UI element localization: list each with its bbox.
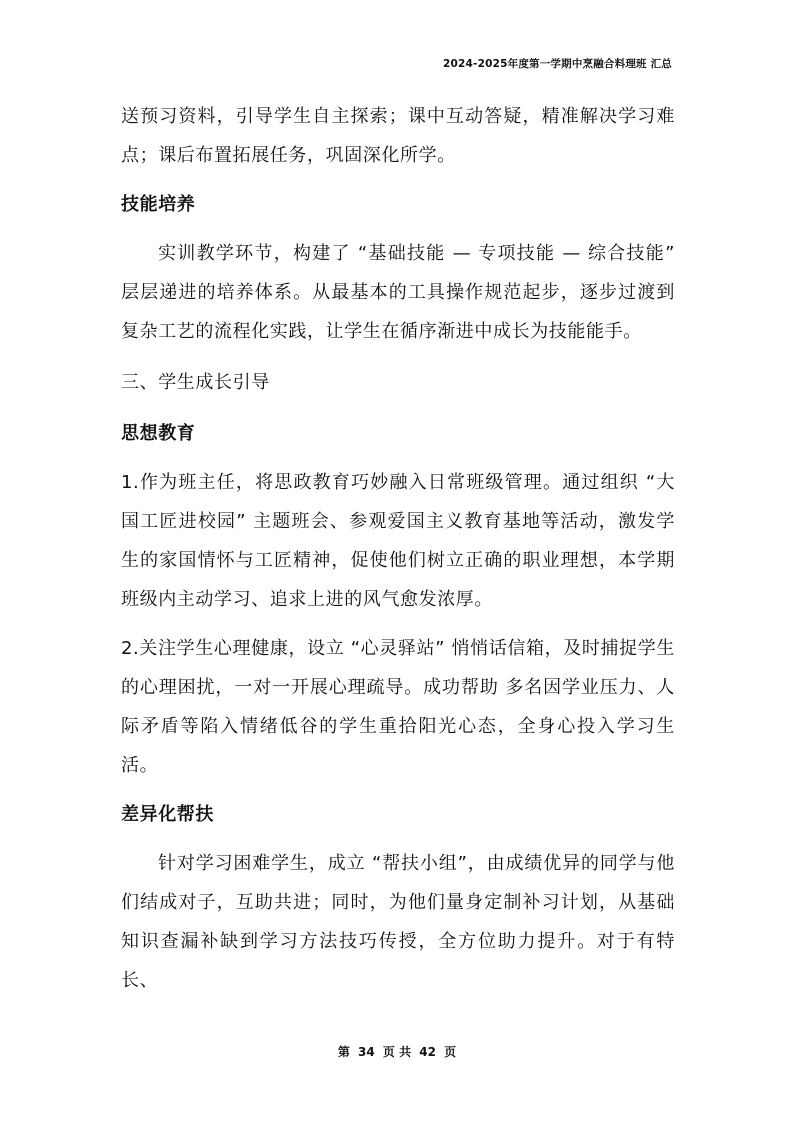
- skills-paragraph: 实训教学环节，构建了 “基础技能 — 专项技能 — 综合技能” 层层递进的培养体系。从最基本的工具操作规范起步，逐步过渡到复杂工艺的流程化实践，让学生在循序渐进中成长为技能能手。: [121, 243, 675, 342]
- ideology-paragraph-1: 1.作为班主任，将思政教育巧妙融入日常班级管理。通过组织 “大国工匠进校园” 主题班会、参观爱国主义教育基地等活动，激发学生的家国情怀与工匠精神，促使他们树立正确的职业理想，本学期班级内主动学习、追求上进的风气愈发浓厚。: [121, 472, 675, 610]
- spacer: [121, 453, 675, 463]
- footer-prefix: 第: [337, 1045, 350, 1059]
- heading-differentiated-support: 差异化帮扶: [121, 804, 214, 825]
- footer-suffix: 页: [444, 1045, 457, 1059]
- spacer: [121, 402, 675, 414]
- footer-middle: 页 共: [382, 1045, 412, 1059]
- section-title-student-growth: 三、学生成长引导: [121, 372, 270, 393]
- document-body: [121, 97, 675, 1000]
- spacer: [121, 175, 675, 185]
- footer-page-number: 34: [358, 1045, 375, 1059]
- spacer: [121, 834, 675, 844]
- spacer: [121, 619, 675, 629]
- spacer: [121, 351, 675, 363]
- heading-skills: 技能培养: [121, 194, 196, 215]
- footer-total-pages: 42: [419, 1045, 436, 1059]
- intro-paragraph: 送预习资料，引导学生自主探索；课中互动答疑，精准解决学习难点；课后布置拓展任务，巩固深化所学。: [121, 106, 675, 166]
- page-footer: [0, 1043, 794, 1060]
- spacer: [121, 224, 675, 234]
- ideology-paragraph-2: 2.关注学生心理健康，设立 “心灵驿站” 悄悄话信箱，及时捕捉学生的心理困扰，一对一开展心理疏导。成功帮助 多名因学业压力、人际矛盾等陷入情绪低谷的学生重拾阳光心态，全身心投入学习生活。: [121, 638, 675, 776]
- running-header: 2024-2025年度第一学期中烹融合料理班 汇总: [443, 58, 672, 70]
- support-paragraph: 针对学习困难学生，成立 “帮扶小组”，由成绩优异的同学与他们结成对子，互助共进；同时，为他们量身定制补习计划，从基础知识查漏补缺到学习方法技巧传授，全方位助力提升。对于有特长、: [121, 853, 675, 991]
- heading-ideology: 思想教育: [121, 423, 196, 444]
- spacer: [121, 785, 675, 795]
